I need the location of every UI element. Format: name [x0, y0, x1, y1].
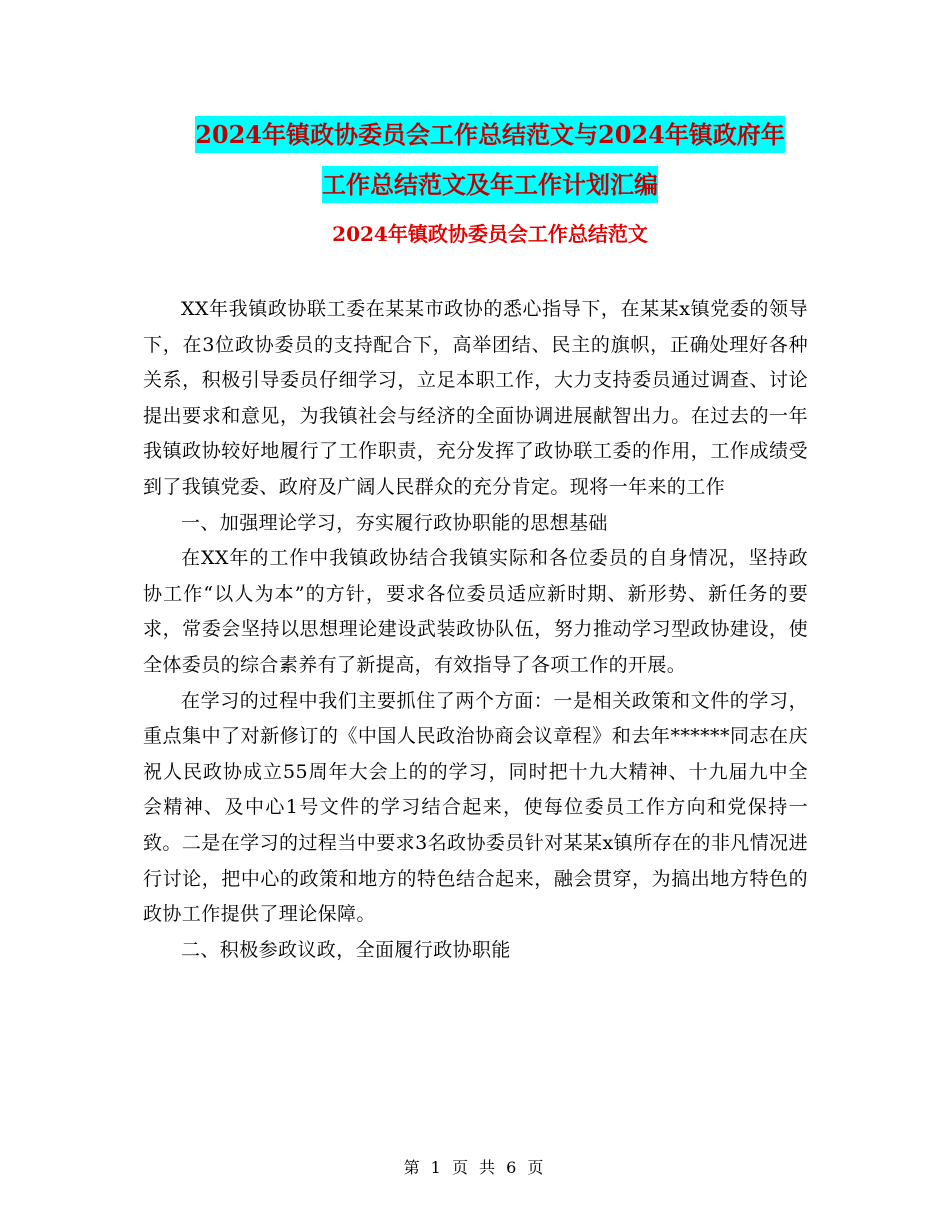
title-line-2: 工作总结范文及年工作计划汇编 — [322, 166, 658, 203]
body-text — [143, 292, 808, 968]
paragraph-study-aspects: 在学习的过程中我们主要抓住了两个方面：一是相关政策和文件的学习，重点集中了对新修订的《中国人民政治协商会议章程》和去年******同志在庆祝人民政协成立55周年大会上的的学习，同时把十九大精神、十九届九中全会精神、及中心1号文件的学习结合起来，使每位委员工作方向和党保持一致。二是在学习的过程当中要求3名政协委员针对某某x镇所存在的非凡情况进行讨论，把中心的政策和地方的特色结合起来，融会贯穿，为搞出地方特色的政协工作提供了理论保障。 — [143, 689, 808, 926]
paragraph-theory-study: 在XX年的工作中我镇政协结合我镇实际和各位委员的自身情况，坚持政协工作“以人为本”的方针，要求各位委员适应新时期、新形势、新任务的要求，常委会坚持以思想理论建设武装政协队伍，努力推动学习型政协建设，使全体委员的综合素养有了新提高，有效指导了各项工作的开展。 — [143, 547, 808, 676]
page-footer: 第 1 页 共 6 页 — [403, 1158, 547, 1177]
paragraph-intro: XX年我镇政协联工委在某某市政协的悉心指导下，在某某x镇党委的领导下，在3位政协委员的支持配合下，高举团结、民主的旗帜，正确处理好各种关系，积极引导委员仔细学习，立足本职工作，大力支持委员通过调查、讨论提出要求和意见，为我镇社会与经济的全面协调进展献智出力。在过去的一年我镇政协较好地履行了工作职责，充分发挥了政协联工委的作用，工作成绩受到了我镇党委、政府及广阔人民群众的充分肯定。现将一年来的工作 — [143, 298, 808, 498]
section-title: 2024年镇政协委员会工作总结范文 — [332, 222, 648, 246]
heading-theory-study: 一、加强理论学习，夯实履行政协职能的思想基础 — [181, 511, 608, 534]
heading-political-participation: 二、积极参政议政，全面履行政协职能 — [181, 938, 511, 961]
document-title — [140, 110, 840, 210]
title-line-1: 2024年镇政协委员会工作总结范文与2024年镇政府年 — [195, 116, 785, 153]
